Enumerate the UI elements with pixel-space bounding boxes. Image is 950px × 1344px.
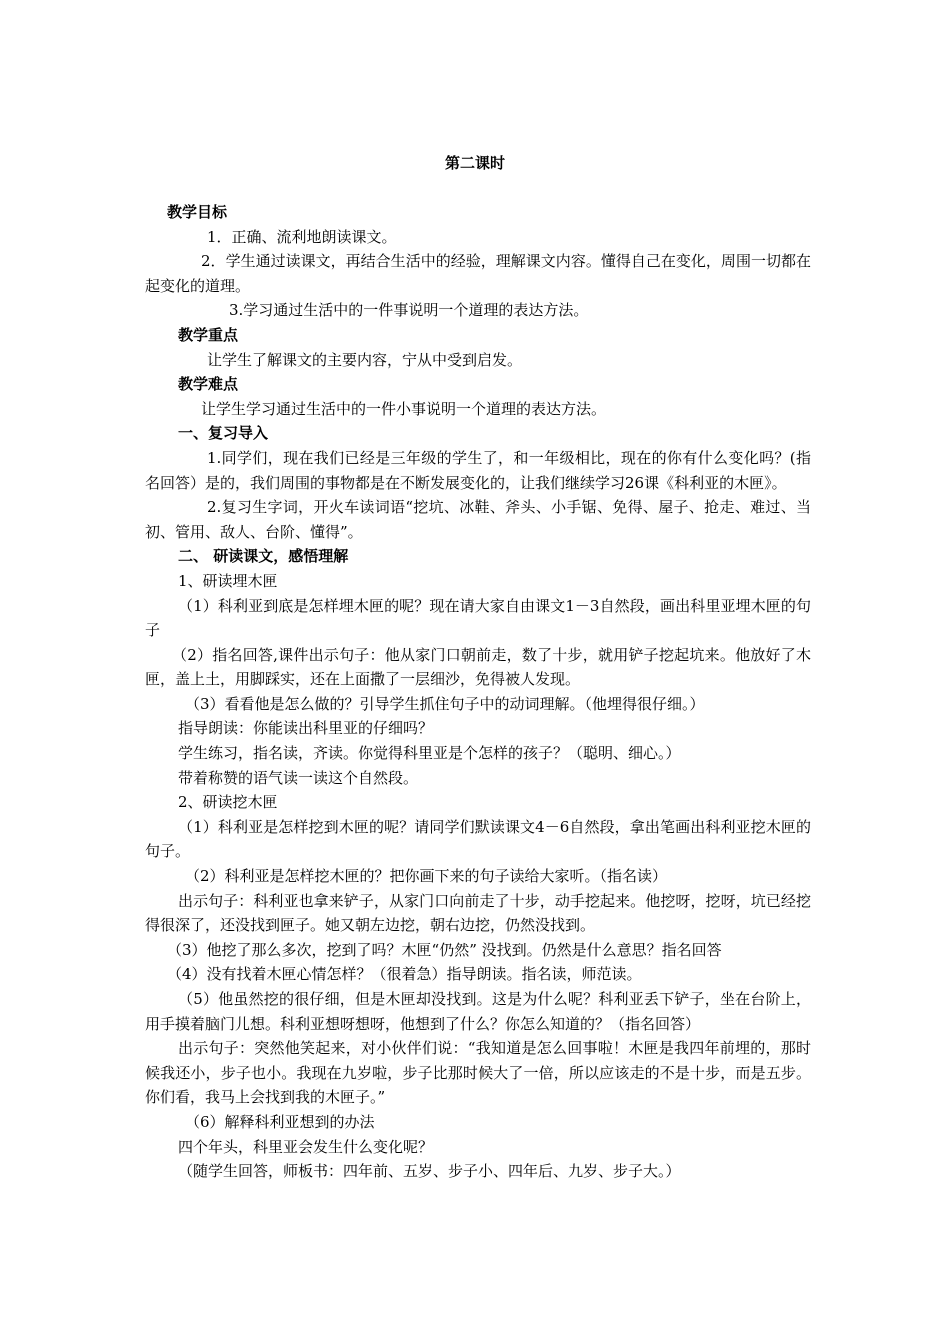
section1-practice: 学生练习，指名读，齐读。你觉得科里亚是个怎样的孩子？（聪明、细心。） [178, 744, 681, 763]
section1-praise: 带着称赞的语气读一读这个自然段。 [178, 768, 419, 787]
page-title: 第二课时 [444, 154, 505, 172]
part1-heading: 一、复习导入 [178, 424, 269, 443]
key-text: 让学生了解课文的主要内容，宁从中受到启发。 [207, 350, 523, 369]
section2-question-6: （6）解释科利亚想到的办法 [185, 1112, 375, 1131]
section2-question-5: （5）他虽然挖的很仔细，但是木匣却没找到。这是为什么呢？科利亚丢下铲子，坐在台阶上，用手摸着脑门儿想。科利亚想呀想呀，他想到了什么？你怎么知道的？（指名回答） [145, 990, 811, 1033]
part2-heading: 二、 研读课文，感悟理解 [178, 547, 349, 566]
goal-heading: 教学目标 [167, 203, 228, 221]
section2-sentence-2: 出示句子：突然他笑起来，对小伙伴们说：“我知道是怎么回事啦！木匣是我四年前埋的，那时候我还小，步子也小。我现在九岁啦，步子比那时候大了一倍，所以应该走的不是十步，而是五步。你们看，我马上会找到我的木匣子。” [145, 1039, 811, 1107]
section2-board: （随学生回答，师板书：四年前、五岁、步子小、四年后、九岁、步子大。） [178, 1162, 681, 1181]
section1-question-3: （3）看看他是怎么做的？引导学生抓住句子中的动词理解。（他埋得很仔细。） [185, 694, 705, 713]
section1-question-1: （1）科利亚到底是怎样埋木匣的呢？现在请大家自由课文1－3自然段，画出科里亚埋木匣的句子 [145, 596, 811, 640]
difficulty-text: 让学生学习通过生活中的一件小事说明一个道理的表达方法。 [201, 399, 607, 418]
section2-question-2: （2）科利亚是怎样挖木匣的？把你画下来的句子读给大家听。（指名读） [185, 867, 668, 886]
goal-1: 1．正确、流利地朗读课文。 [207, 227, 397, 246]
section1-guide: 指导朗读：你能读出科里亚的仔细吗？ [178, 719, 434, 738]
difficulty-heading: 教学难点 [178, 375, 239, 394]
key-heading: 教学重点 [178, 325, 239, 344]
section2-change: 四个年头，科里亚会发生什么变化呢？ [178, 1137, 434, 1156]
section2-heading: 2、研读挖木匣 [178, 793, 278, 812]
part1-paragraph-1: 1.同学们，现在我们已经是三年级的学生了，和一年级相比，现在的你有什么变化吗？(指名回答）是的，我们周围的事物都是在不断发展变化的，让我们继续学习26课《科利亚的木匣》。 [145, 448, 811, 492]
section2-question-4: （4）没有找着木匣心情怎样？（很着急）指导朗读。指名读，师范读。 [167, 965, 642, 984]
document-body [145, 200, 811, 1184]
section1-heading: 1、研读埋木匣 [178, 571, 278, 590]
section2-question-1: （1）科利亚是怎样挖到木匣的呢？请同学们默读课文4－6自然段，拿出笔画出科利亚挖木匣的句子。 [145, 817, 811, 861]
goal-2: 2．学生通过读课文，再结合生活中的经验，理解课文内容。懂得自己在变化，周围一切都在起变化的道理。 [145, 252, 811, 295]
goal-3: 3.学习通过生活中的一件事说明一个道理的表达方法。 [229, 301, 589, 320]
section2-sentence-1: 出示句子：科利亚也拿来铲子，从家门口向前走了十步，动手挖起来。他挖呀，挖呀，坑已经挖得很深了，还没找到匣子。她又朝左边挖，朝右边挖，仍然没找到。 [145, 891, 811, 935]
section1-question-2: （2）指名回答,课件出示句子：他从家门口朝前走，数了十步，就用铲子挖起坑来。他放好了木匣，盖上土，用脚踩实，还在上面撒了一层细沙，免得被人发现。 [145, 645, 811, 689]
section2-question-3: （3）他挖了那么多次，挖到了吗？木匣“仍然” 没找到。仍然是什么意思？指名回答 [167, 940, 722, 959]
part1-paragraph-2: 2.复习生字词，开火车读词语“挖坑、冰鞋、斧头、小手锯、免得、屋子、抢走、难过、当初、管用、敌人、台阶、懂得”。 [145, 498, 811, 541]
